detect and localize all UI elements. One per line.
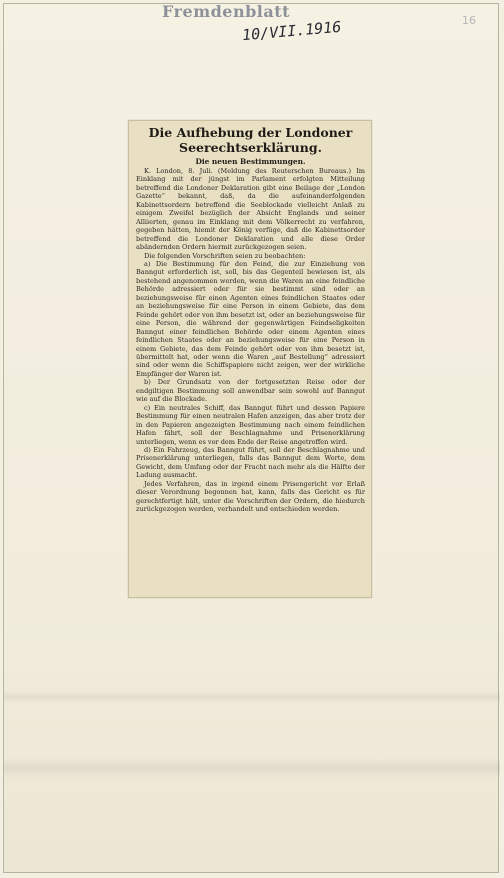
paragraph-intro: K. London, 8. Juli. (Meldung des Reuterschen Bureaus.) Im Einklang mit der jüngst im Parlament erfolgten Mitteilung betreffend die Londoner Deklaration gibt eine Beilage der „London Gazette“ bekannt, daß, da die aufeinanderfolgenden Kabinettsordern betreffend die Seeblockade vielleicht Anlaß zu einigem Zweifel bezüglich der Absicht Englands und seiner Alliierten, genau im Einklang mit dem Völkerrecht zu verfahren, gegeben hätten, hiemit der König verfüge, daß die Kabinettsorder betreffend die Londoner Deklaration und alle diese Order abändernden Ordern hiermit zurückgezogen seien. [136, 167, 365, 252]
newspaper-stamp: Fremdenblatt [162, 2, 291, 21]
clipping-subheadline: Die neuen Bestimmungen. [195, 157, 306, 166]
page-number: 16 [462, 14, 476, 27]
paper-fold [4, 758, 500, 778]
paragraph-b: b) Der Grundsatz von der fortgesetzten Reise oder der endgiltigen Bestimmung soll anwendbar sein sowohl auf Banngut wie auf die Blockade. [136, 378, 365, 404]
paragraph-c: c) Ein neutrales Schiff, das Banngut führt und dessen Papiere Bestimmung für einen neutralen Hafen anzeigen, das aber trotz der in den Papieren angezeigten Bestimmung nach einem feindlichen Hafen fährt, soll der Beschlagnahme und Prisenerklärung unterliegen, wenn es vor dem Ende der Reise angetroffen wird. [136, 403, 365, 446]
paragraph-a: a) Die Bestimmung für den Feind, die zur Einziehung von Banngut erforderlich ist, soll, bis das Gegenteil bewiesen ist, als bestehend angenommen werden, wenn die Waren an eine feindliche Behörde adressiert oder für sie bestimmt sind oder an beziehungsweise für einen Agenten eines feindlichen Staates oder an beziehungsweise für eine Person in einem Gebiete, das dem Feinde gehört oder von ihm besetzt ist, oder an beziehungsweise für eine Person, die während der gegenwärtigen Feindseligkeiten Banngut einer feindlichen Behörde oder einem Agenten eines feindlichen Staates oder an beziehungsweise für eine Person in einem Gebiete, das dem Feinde gehört oder von ihm besetzt ist, übermittelt hat, oder wenn die Waren „auf Bestellung“ adressiert sind oder wenn die Schiffspapiere nicht zeigen, wer der wirkliche Empfänger der Waren ist. [136, 259, 365, 378]
clipping-headline: Die Aufhebung der Londoner Seerechtserklärung. [148, 125, 353, 155]
newspaper-clipping [128, 120, 372, 598]
paper-fold [4, 690, 500, 704]
handwritten-date: 10/VII.1916 [241, 17, 342, 45]
paragraph-rules-intro: Die folgenden Vorschriften seien zu beobachten: [144, 251, 306, 260]
clipping-body [136, 167, 365, 514]
paragraph-d: d) Ein Fahrzeug, das Banngut führt, soll der Beschlagnahme und Prisenerklärung unterliegen, falls das Banngut dem Werte, dem Gewicht, dem Umfang oder der Fracht nach mehr als die Hälfte der Ladung ausmacht. [136, 445, 365, 480]
paragraph-closing: Jedes Verfahren, das in irgend einem Prisengericht vor Erlaß dieser Verordnung begonnen hat, kann, falls das Gericht es für gerechtfertigt hält, unter die Vorschriften der Ordern, die hiedurch zurückgezogen werden, verhandelt und entschieden werden. [136, 479, 365, 514]
